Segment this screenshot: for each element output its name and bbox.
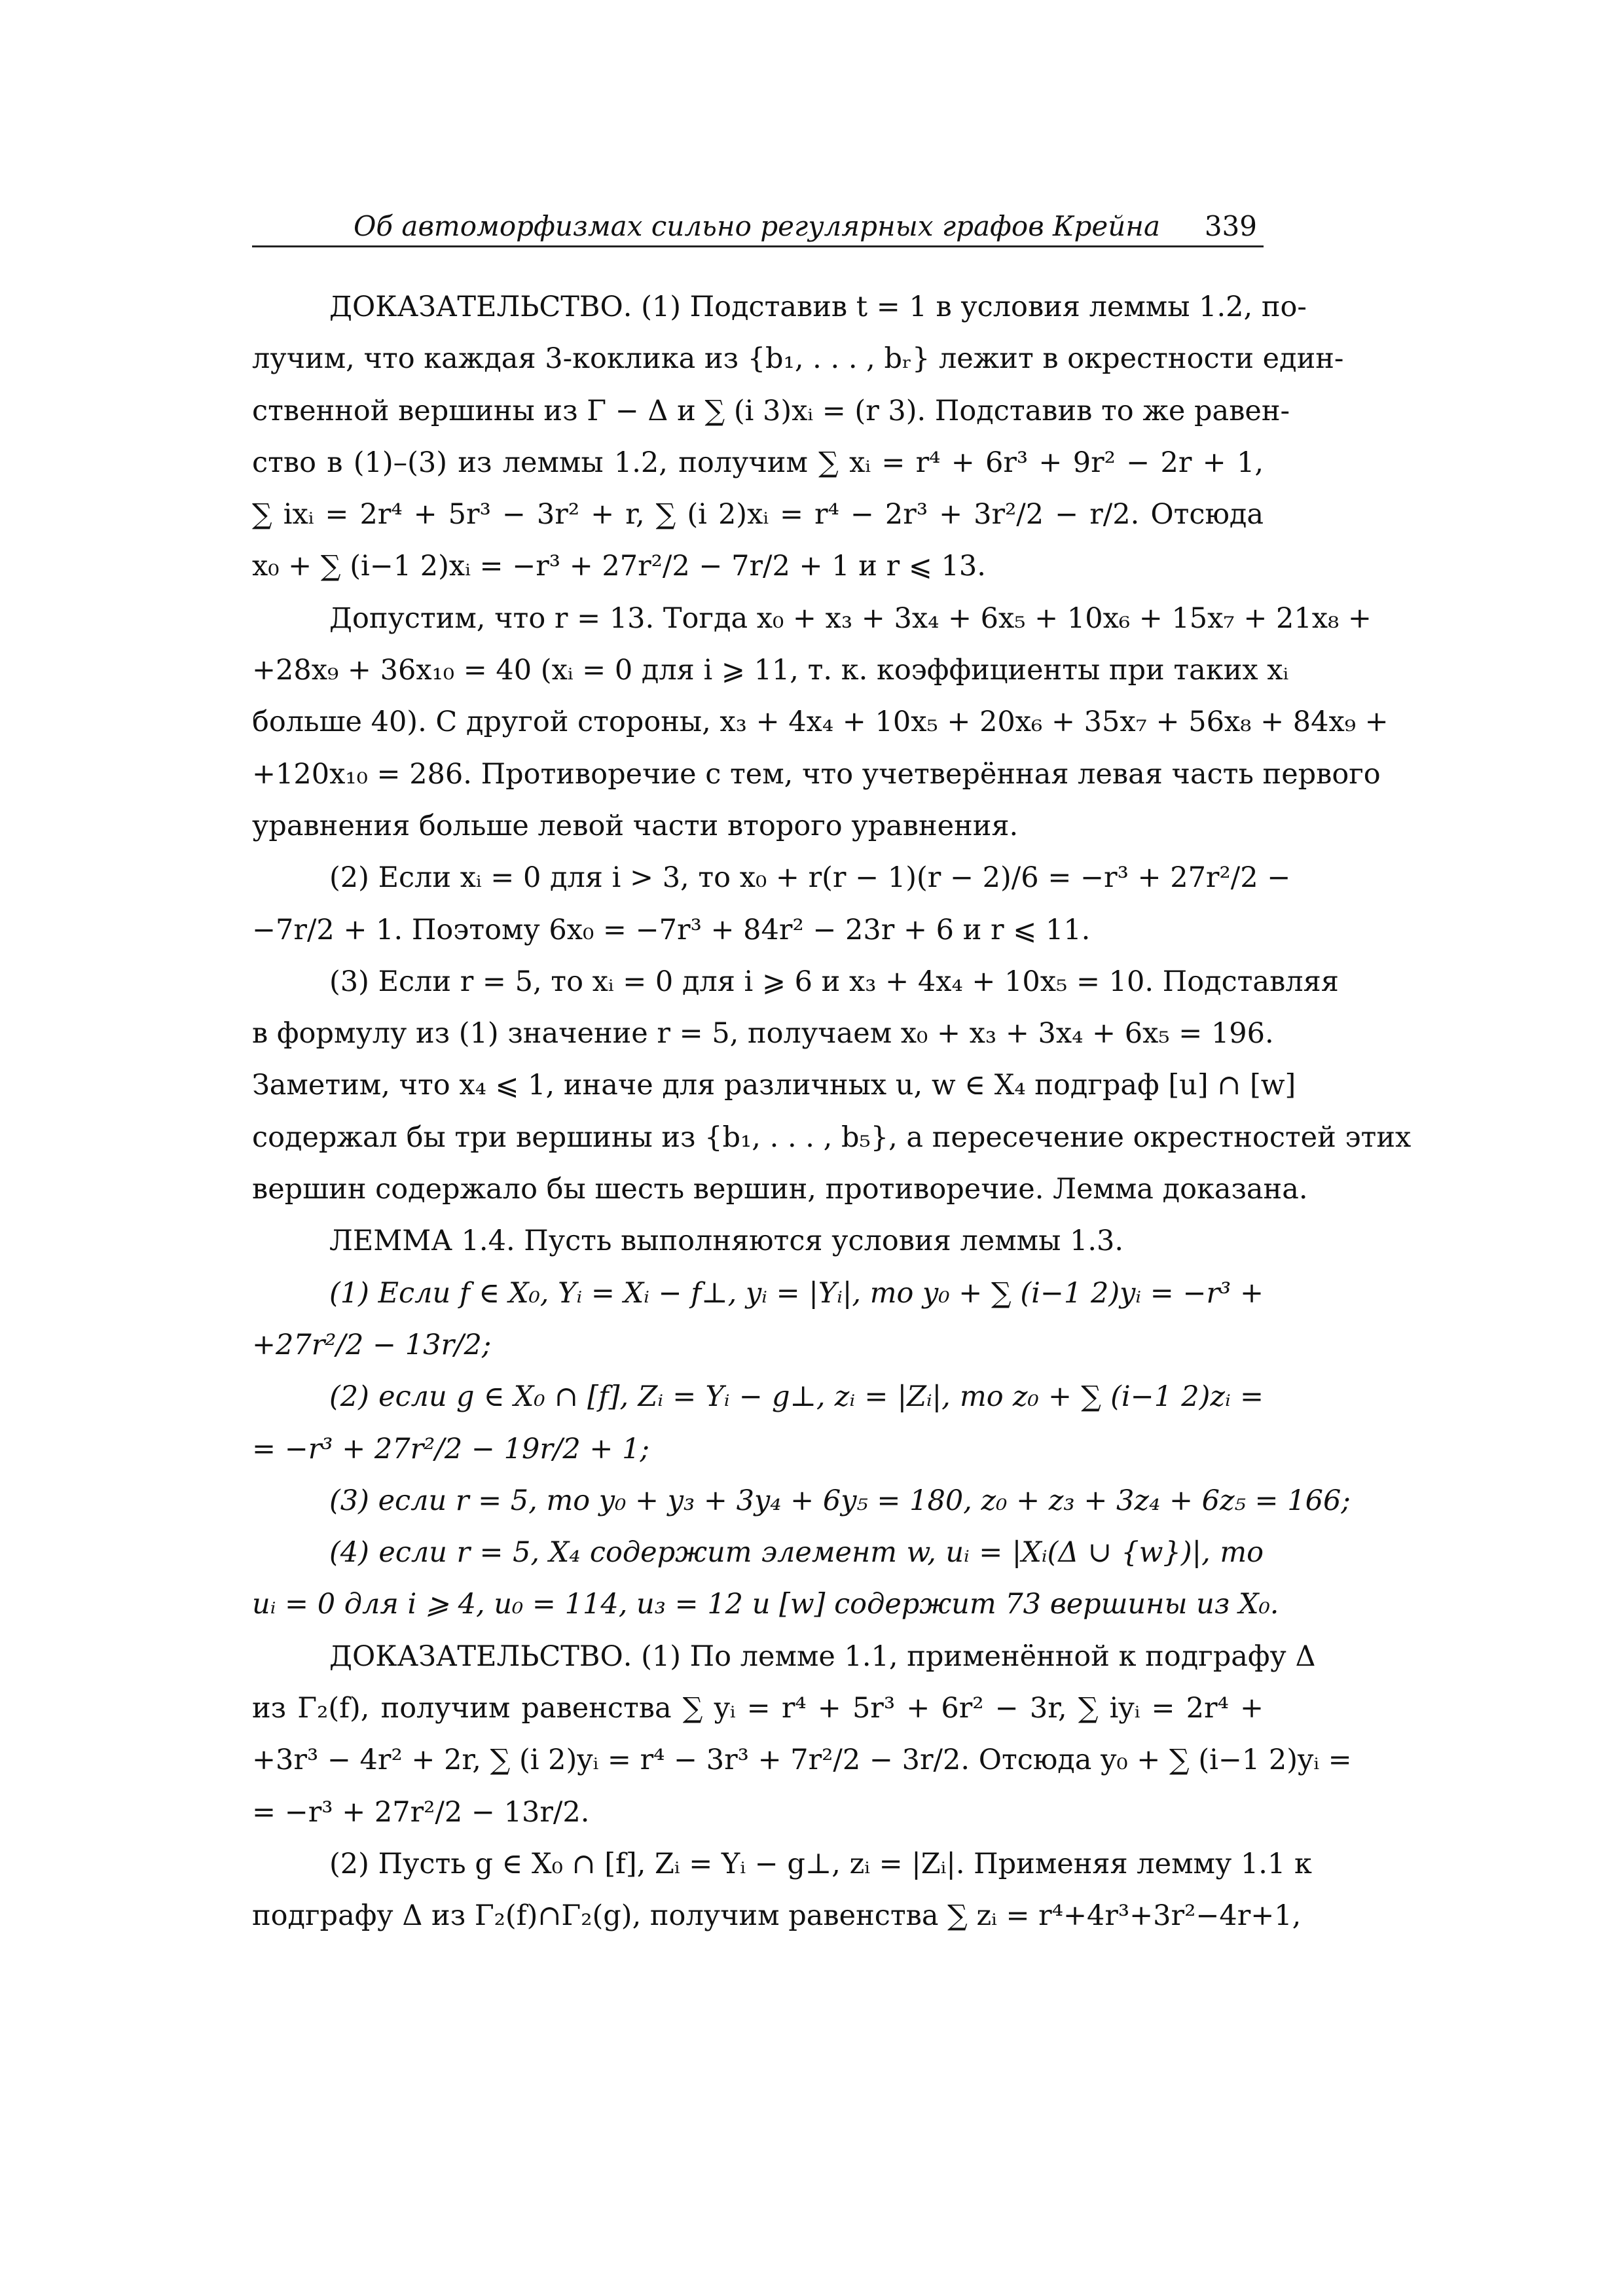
text-line: uᵢ = 0 для i ⩾ 4, u₀ = 114, u₃ = 12 и [w] содержит 73 вершины из X₀. — [252, 1588, 1279, 1621]
text-line: (3) Если r = 5, то xᵢ = 0 для i ⩾ 6 и x₃ + 4x₄ + 10x₅ = 10. Подставляя — [329, 965, 1339, 998]
page-number: 339 — [1204, 210, 1257, 242]
lemma-heading: ЛЕММА 1.4. Пусть выполняются условия леммы 1.3. — [329, 1225, 1124, 1258]
body-text — [252, 281, 1412, 1943]
text-line: x₀ + ∑ (i−1 2)xᵢ = −r³ + 27r²/2 − 7r/2 + 1 и r ⩽ 13. — [252, 550, 986, 583]
text-line: уравнения больше левой части второго уравнения. — [252, 809, 1019, 842]
text-line: содержал бы три вершины из {b₁, . . . , b₅}, а пересечение окрестностей этих — [252, 1121, 1412, 1154]
text-line: вершин содержало бы шесть вершин, противоречие. Лемма доказана. — [252, 1173, 1308, 1206]
text-line: ство в (1)–(3) из леммы 1.2, получим ∑ xᵢ = r⁴ + 6r³ + 9r² − 2r + 1, — [252, 446, 1264, 479]
text-line: (2) если g ∈ X₀ ∩ [f], Zᵢ = Yᵢ − g⊥, zᵢ = |Zᵢ|, то z₀ + ∑ (i−1 2)zᵢ = — [329, 1380, 1264, 1414]
text-line: ∑ ixᵢ = 2r⁴ + 5r³ − 3r² + r, ∑ (i 2)xᵢ = r⁴ − 2r³ + 3r²/2 − r/2. Отсюда — [252, 498, 1264, 531]
text-line: больше 40). С другой стороны, x₃ + 4x₄ + 10x₅ + 20x₆ + 35x₇ + 56x₈ + 84x₉ + — [252, 706, 1389, 739]
text-line: (1) Если f ∈ X₀, Yᵢ = Xᵢ − f⊥, yᵢ = |Yᵢ|, то y₀ + ∑ (i−1 2)yᵢ = −r³ + — [329, 1276, 1264, 1310]
text-line: ДОКАЗАТЕЛЬСТВО. (1) По лемме 1.1, применённой к подграфу Δ — [329, 1640, 1316, 1673]
text-line: (3) если r = 5, то y₀ + y₃ + 3y₄ + 6y₅ = 180, z₀ + z₃ + 3z₄ + 6z₅ = 166; — [329, 1484, 1351, 1517]
text-line: из Γ₂(f), получим равенства ∑ yᵢ = r⁴ + 5r³ + 6r² − 3r, ∑ iyᵢ = 2r⁴ + — [252, 1692, 1264, 1725]
text-line: (2) Пусть g ∈ X₀ ∩ [f], Zᵢ = Yᵢ − g⊥, zᵢ = |Zᵢ|. Применяя лемму 1.1 к — [329, 1847, 1312, 1880]
text-line: подграфу Δ из Γ₂(f)∩Γ₂(g), получим равенства ∑ zᵢ = r⁴+4r³+3r²−4r+1, — [252, 1899, 1302, 1933]
running-header — [252, 208, 1264, 247]
document-page — [252, 0, 1412, 2296]
text-line: = −r³ + 27r²/2 − 13r/2. — [252, 1795, 590, 1829]
text-line: в формулу из (1) значение r = 5, получаем x₀ + x₃ + 3x₄ + 6x₅ = 196. — [252, 1017, 1274, 1050]
text-line: +28x₉ + 36x₁₀ = 40 (xᵢ = 0 для i ⩾ 11, т. к. коэффициенты при таких xᵢ — [252, 654, 1289, 687]
running-title: Об автоморфизмах сильно регулярных графов Крейна — [354, 210, 1161, 242]
text-line: Заметим, что x₄ ⩽ 1, иначе для различных u, w ∈ X₄ подграф [u] ∩ [w] — [252, 1069, 1296, 1102]
text-line: +120x₁₀ = 286. Противоречие с тем, что учетверённая левая часть первого — [252, 757, 1381, 791]
text-line: ственной вершины из Γ − Δ и ∑ (i 3)xᵢ = (r 3). Подставив то же равен- — [252, 394, 1290, 427]
text-line: +27r²/2 − 13r/2; — [252, 1328, 492, 1361]
text-line: = −r³ + 27r²/2 − 19r/2 + 1; — [252, 1432, 649, 1465]
text-line: (2) Если xᵢ = 0 для i > 3, то x₀ + r(r − 1)(r − 2)/6 = −r³ + 27r²/2 − — [329, 861, 1291, 895]
text-line: Допустим, что r = 13. Тогда x₀ + x₃ + 3x₄ + 6x₅ + 10x₆ + 15x₇ + 21x₈ + — [329, 601, 1372, 635]
text-line: лучим, что каждая 3-коклика из {b₁, . . . , bᵣ} лежит в окрестности един- — [252, 342, 1344, 376]
text-line: (4) если r = 5, X₄ содержит элемент w, uᵢ = |Xᵢ(Δ ∪ {w})|, то — [329, 1536, 1264, 1570]
text-line: +3r³ − 4r² + 2r, ∑ (i 2)yᵢ = r⁴ − 3r³ + 7r²/2 − 3r/2. Отсюда y₀ + ∑ (i−1 2)yᵢ = — [252, 1744, 1352, 1777]
text-line: −7r/2 + 1. Поэтому 6x₀ = −7r³ + 84r² − 23r + 6 и r ⩽ 11. — [252, 913, 1091, 946]
text-line: ДОКАЗАТЕЛЬСТВО. (1) Подставив t = 1 в условия леммы 1.2, по- — [329, 291, 1307, 323]
